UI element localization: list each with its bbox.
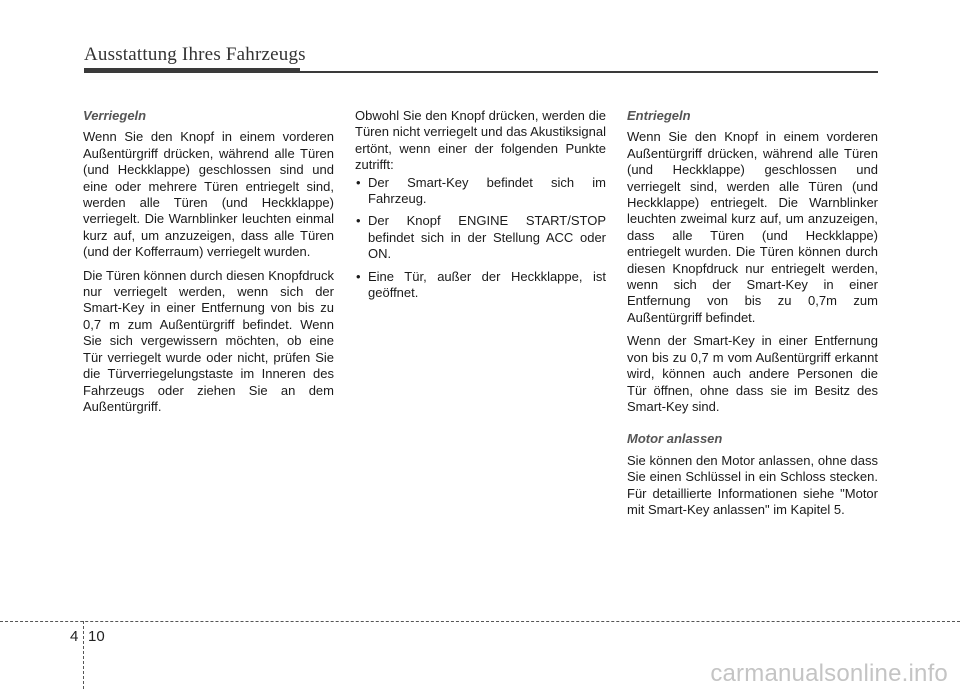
paragraph-verriegeln-2: Die Türen können durch diesen Knopfdruck nur verriegelt werden, wenn sich der Smart-Key in einer Entfernung von bis zu 0,7 m zum Außentürgriff befindet. Wenn Sie sich vergewissern möchten, ob eine Tür verriegelt wurde oder nicht, prüfen Sie die Türverriegelungstaste im Inneren des Fahrzeugs oder ziehen Sie an dem Außentürgriff. <box>83 267 334 414</box>
paragraph-motor-anlassen: Sie können den Motor anlassen, ohne dass Sie einen Schlüssel in ein Schloss stecken. Für detaillierte Informationen siehe "Motor mit Smart-Key anlassen" im Kapitel 5. <box>627 452 878 517</box>
paragraph-verriegeln-1: Wenn Sie den Knopf in einem vorderen Außentürgriff drücken, während alle Türen (und Heckklappe) geschlossen sind und eine oder mehrere Türen entriegelt sind, werden alle Türen (und Heckklappe) verriegelt. Die Warnblinker leuchten einmal kurz auf, um anzuzeigen, dass alle Türen (und der Kofferraum) verriegelt wurden. <box>83 129 334 260</box>
paragraph-entriegeln-1: Wenn Sie den Knopf in einem vorderen Außentürgriff drücken, während alle Türen (und Heckklappe) geschlossen und verriegelt sind, werden alle Türen (und Heckklappe) entriegelt. Die Warnblinker leuchten zweimal kurz auf, um anzuzeigen, dass alle Türen (und Heckklappe) entriegelt wurden. Die Türen können durch diesen Knopfdruck nur entriegelt werden, wenn sich der Smart-Key in einer Entfernung von bis zu 0,7m zum Außentürgriff befindet. <box>627 129 878 325</box>
footer-rule <box>0 621 960 622</box>
list-item: • Der Smart-Key befindet sich im Fahrzeug. <box>355 175 606 208</box>
heading-verriegeln: Verriegeln <box>83 108 147 123</box>
chapter-number: 4 <box>70 628 79 645</box>
paragraph-conditions-intro: Obwohl Sie den Knopf drücken, werden die Türen nicht verriegelt und das Akustiksignal ertönt, wenn einer der folgenden Punkte zutrifft: <box>355 108 606 173</box>
watermark: carmanualsonline.info <box>710 660 948 687</box>
footer-divider <box>83 621 84 689</box>
paragraph-entriegeln-2: Wenn der Smart-Key in einer Entfernung von bis zu 0,7 m vom Außentürgriff erkannt wird, können auch andere Personen die Tür öffnen, ohne dass sie im Besitz des Smart-Key sind. <box>627 333 878 414</box>
list-item: • Der Knopf ENGINE START/STOP befindet sich in der Stellung ACC oder ON. <box>355 213 606 262</box>
page-number: 10 <box>88 628 105 645</box>
column-right <box>627 108 878 518</box>
heading-entriegeln: Entriegeln <box>627 108 691 123</box>
heading-motor-anlassen: Motor anlassen <box>627 431 723 447</box>
header-title: Ausstattung Ihres Fahrzeugs <box>84 44 306 65</box>
column-left <box>83 108 334 415</box>
list-item: • Eine Tür, außer der Heckklappe, ist geöffnet. <box>355 269 606 302</box>
column-middle <box>355 108 606 307</box>
header-rule-thin <box>84 71 878 73</box>
conditions-list <box>355 175 606 302</box>
